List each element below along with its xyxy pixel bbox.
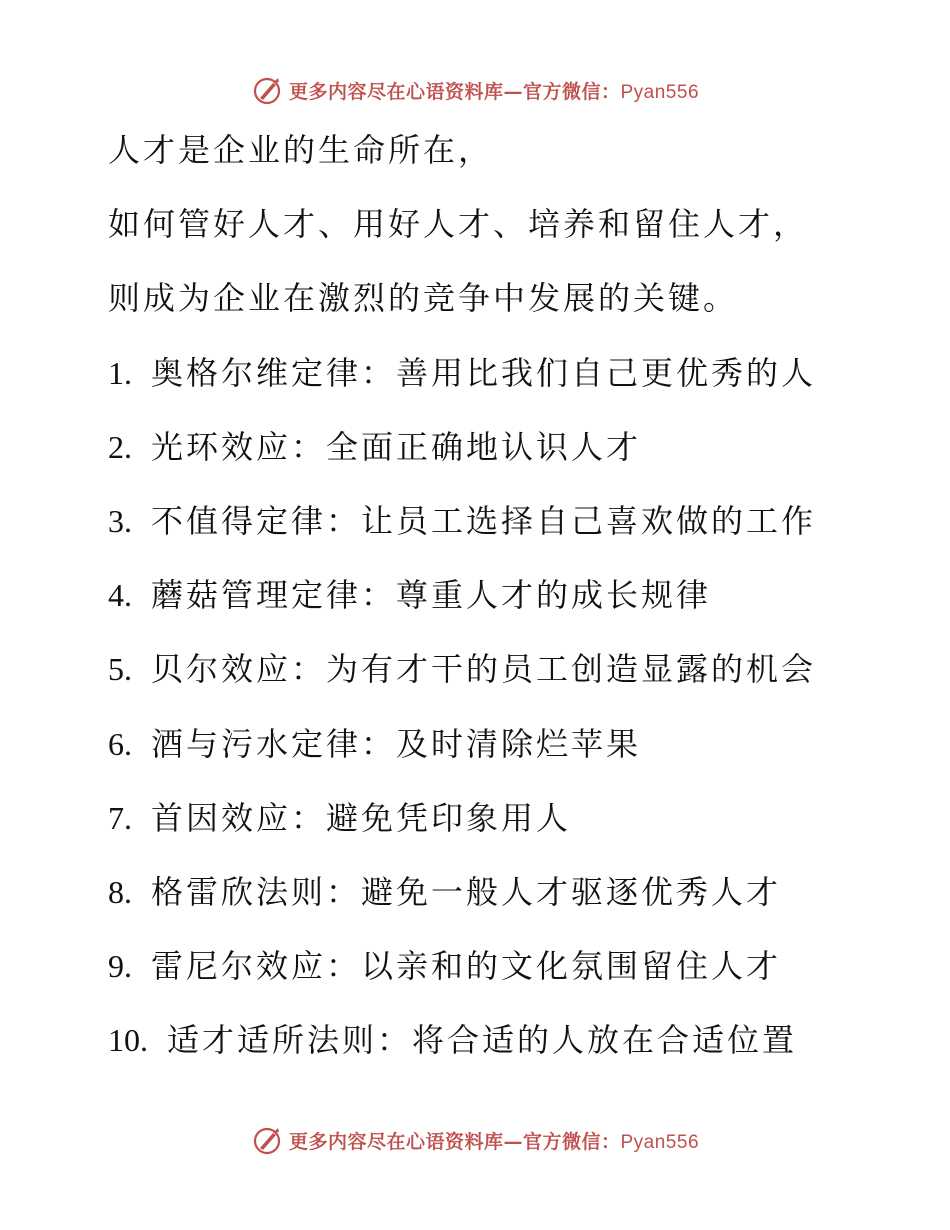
law-item — [108, 716, 908, 790]
law-item — [108, 567, 908, 641]
law-text: 格雷欣法则：避免一般人才驱逐优秀人才 — [151, 872, 782, 911]
law-item — [108, 864, 908, 938]
watermark-text: 更多内容尽在心语资料库—官方微信：Pyan556 — [288, 1130, 700, 1153]
law-item — [108, 419, 908, 493]
law-text: 奥格尔维定律：善用比我们自己更优秀的人 — [151, 353, 817, 392]
quill-logo-icon — [251, 1124, 283, 1156]
header-watermark-banner — [0, 70, 950, 110]
law-text: 贝尔效应：为有才干的员工创造显露的机会 — [151, 650, 817, 689]
law-item — [108, 345, 908, 419]
law-text: 蘑菇管理定律：尊重人才的成长规律 — [151, 576, 712, 615]
law-number: 2. — [108, 428, 132, 465]
law-text: 光环效应：全面正确地认识人才 — [151, 427, 642, 466]
intro-line: 如何管好人才、用好人才、培养和留住人才， — [108, 205, 809, 244]
law-item — [108, 938, 908, 1012]
law-number: 10. — [108, 1022, 148, 1059]
law-number: 9. — [108, 948, 132, 985]
law-text: 适才适所法则：将合适的人放在合适位置 — [167, 1021, 798, 1060]
document-body — [108, 122, 908, 1086]
law-number: 7. — [108, 799, 132, 836]
wechat-handle: Pyan556 — [620, 81, 700, 103]
law-text: 雷尼尔效应：以亲和的文化氛围留住人才 — [151, 947, 782, 986]
law-item — [108, 641, 908, 715]
quill-logo-icon — [251, 74, 283, 106]
law-text: 首因效应：避免凭印象用人 — [151, 798, 572, 837]
law-text: 酒与污水定律：及时清除烂苹果 — [151, 724, 642, 763]
law-number: 6. — [108, 725, 132, 762]
footer-watermark-banner — [0, 1120, 950, 1160]
law-item — [108, 790, 908, 864]
law-number: 1. — [108, 354, 132, 391]
law-number: 4. — [108, 577, 132, 614]
intro-line: 人才是企业的生命所在， — [108, 131, 494, 169]
law-item — [108, 493, 908, 567]
law-text: 不值得定律：让员工选择自己喜欢做的工作 — [151, 501, 817, 540]
law-item — [108, 1012, 908, 1086]
law-number: 3. — [108, 502, 132, 539]
intro-line: 则成为企业在激烈的竞争中发展的关键。 — [108, 279, 739, 318]
watermark-text: 更多内容尽在心语资料库—官方微信：Pyan556 — [288, 80, 700, 103]
law-number: 8. — [108, 873, 132, 910]
wechat-handle: Pyan556 — [620, 1131, 700, 1153]
law-number: 5. — [108, 651, 132, 688]
